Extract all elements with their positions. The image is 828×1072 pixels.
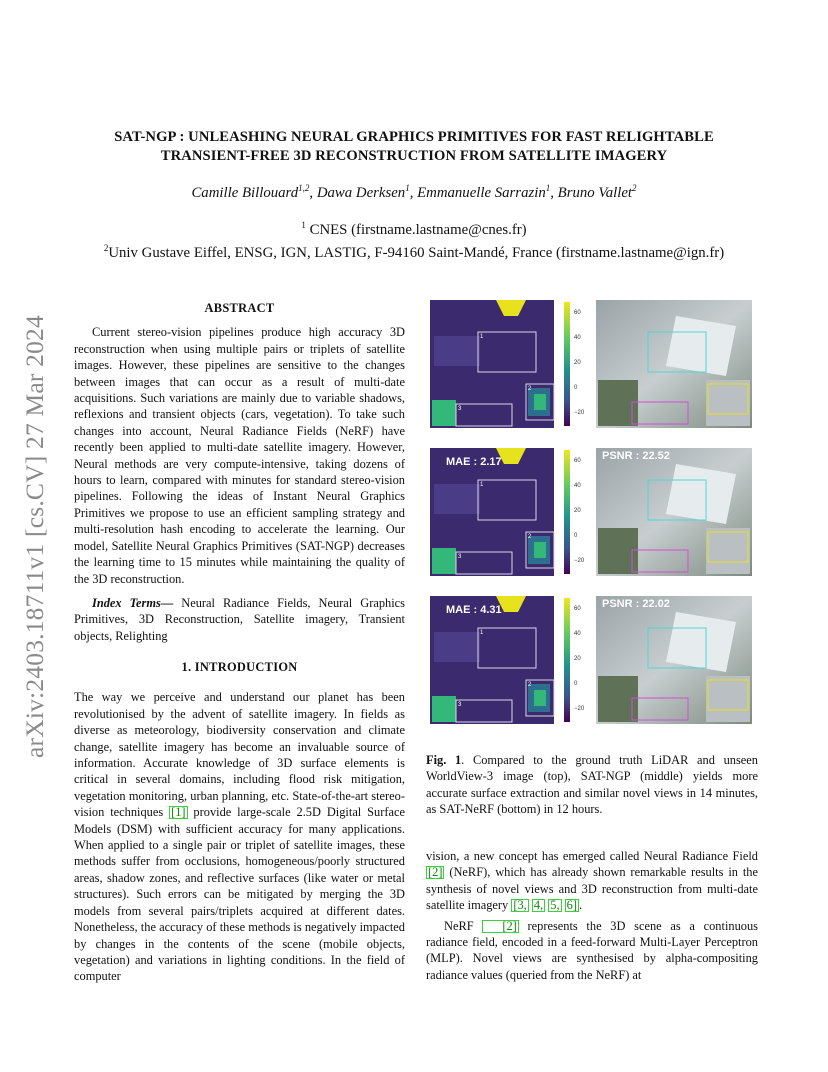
affiliation-2 xyxy=(40,245,788,262)
author-4: Bruno Vallet xyxy=(557,185,633,201)
rgb-roof xyxy=(666,464,736,524)
dsm-vegetation-core xyxy=(534,690,546,706)
affiliation-2-sup: 2 xyxy=(103,243,109,254)
citation-link-6[interactable]: 6] xyxy=(566,898,577,913)
citation-link-2b[interactable]: [2] xyxy=(482,920,518,933)
rgb-buildings xyxy=(706,380,750,426)
citation-link-5[interactable]: 5, xyxy=(550,898,560,913)
colorbar-tick: 0 xyxy=(574,385,578,391)
right-column-text xyxy=(426,848,758,983)
right-text-a: vision, a new concept has emerged called Neural Radiance Field xyxy=(426,849,758,863)
dsm-box-label: 1 xyxy=(480,482,484,488)
arxiv-sidebar xyxy=(18,288,58,758)
rgb-roof xyxy=(666,612,736,672)
introduction-heading: 1. INTRODUCTION xyxy=(181,660,298,674)
mae-label: MAE : 2.17 xyxy=(446,456,502,468)
dsm-box-label: 2 xyxy=(528,682,532,688)
colorbar xyxy=(564,450,570,574)
abstract-text: Current stereo-vision pipelines produce high accuracy 3D reconstruction when using multiple pairs or triplets of satellite images. However, these pipelines are sensitive to the changes between images that can occur as a result of multi-date acquisitions. Such variations are mainly due to variable shadows, reflexions and transient objects (cars, vegetation). To take such changes into account, Neural Radiance Fields (NeRF) have recently been applied to multi-date satellite imagery. However, Neural methods are very compute-intensive, taking dozens of hours to learn, compared with minutes for standard stereo-vision pipelines. Following the ideas of Instant Neural Graphics Primitives we propose to use an efficient sampling strategy and multi-resolution hash encoding to accelerate the learning. Our model, Satellite Neural Graphics Primitives (SAT-NGP) decreases the learning time to 15 minutes while maintaining the quality of the 3D reconstruction. xyxy=(74,325,405,586)
colorbar-tick: 60 xyxy=(574,458,581,464)
figure-row-1 xyxy=(430,300,752,428)
dsm-box-label: 1 xyxy=(480,630,484,636)
colorbar-tick: 20 xyxy=(574,508,581,514)
rgb-buildings xyxy=(706,528,750,574)
colorbar-tick: 20 xyxy=(574,656,581,662)
colorbar-tick: 40 xyxy=(574,631,581,637)
abstract-heading: ABSTRACT xyxy=(204,301,275,315)
index-terms-text: Neural Radiance Fields, Neural Graphics Primitives, 3D Reconstruction, Satellite imagery, Transient objects, Relighting xyxy=(74,595,405,643)
figure-1-image xyxy=(426,296,758,728)
dsm-box-label: 1 xyxy=(480,334,484,340)
author-list: Camille Billouard$^{1,2}$, Dawa Derksen$^1$, Emmanuelle Sarrazin$^1$, Bruno Vallet$^2$ xyxy=(191,183,637,201)
colorbar-tick: 40 xyxy=(574,483,581,489)
abstract-section xyxy=(74,300,405,644)
introduction-paragraph xyxy=(74,689,405,984)
intro-text-a: The way we perceive and understand our planet has been revolutionised by the advent of satellite imagery. In fields as diverse as meteorology, biodiversity conservation and climate change, satellite imagery has become an invaluable source of information. Accurate knowledge of 3D surface elements is critical in several domains, including flood risk mitigation, vegetation monitoring, urban planning, etc. State-of-the-art stereo-vision techniques xyxy=(74,690,405,820)
colorbar-tick: 40 xyxy=(574,335,581,341)
author-1: Camille Billouard xyxy=(191,185,299,201)
figure-1-caption-label: Fig. 1 xyxy=(426,753,462,767)
colorbar-tick: −20 xyxy=(574,558,585,564)
dsm-box-label: 3 xyxy=(458,554,462,560)
citation-link-2[interactable]: [2] xyxy=(428,865,443,880)
citation-link-1[interactable]: [1] xyxy=(171,805,186,820)
author-2-sup: 1 xyxy=(405,183,410,194)
right-text-b: (NeRF), which has already shown remarkable results in the synthesis of novel views and 3D reconstruction from multi-date satellite imagery xyxy=(426,865,758,913)
dsm-vegetation-core xyxy=(534,542,546,558)
citation-link-3[interactable]: [3, xyxy=(513,898,527,913)
index-terms-label: Index Terms— xyxy=(92,595,174,610)
right-text-d: NeRF xyxy=(444,918,483,933)
right-paragraph-1 xyxy=(426,848,758,914)
author-3-sup: 1 xyxy=(545,183,551,194)
figure-1 xyxy=(426,296,758,728)
intro-text-b: provide large-scale 2.5D Digital Surface Models (DSM) with sufficient accuracy for many applications. When applied to a single pair or triplet of satellite images, these methods suffer from occlusions, homogeneous/poorly structured areas, shadow zones, and reflective surfaces (like water or metal structures). Such errors can be mitigated by merging the 3D models from several pairs/triplets acquired at different dates. Nonetheless, the accuracy of these methods is negatively impacted by changes in the contents of the scene (mobile objects, vegetation) and variations in lighting conditions. In the field of computer xyxy=(74,805,405,984)
colorbar-tick: −20 xyxy=(574,706,585,712)
colorbar xyxy=(564,598,570,722)
author-1-sup: 1,2 xyxy=(298,183,310,194)
affiliation-1-text: CNES (firstname.lastname@cnes.fr) xyxy=(309,222,527,238)
dsm-green-area xyxy=(432,400,456,426)
rgb-roof xyxy=(666,316,736,376)
colorbar-tick: 20 xyxy=(574,360,581,366)
affiliation-2-text: Univ Gustave Eiffel, ENSG, IGN, LASTIG, F-94160 Saint-Mandé, France (firstname.lastname@ign.fr) xyxy=(108,245,725,261)
dsm-building xyxy=(434,336,480,366)
dsm-box-label: 3 xyxy=(458,406,462,412)
citation-link-4[interactable]: 4, xyxy=(533,898,544,913)
right-text-e: represents the 3D scene as a continuous radiance field, encoded in a feed-forward Multi-Layer Perceptron (MLP). Novel views are synthesised by alpha-compositing radiance values (queried from the NeRF) at xyxy=(426,918,758,982)
dsm-green-area xyxy=(432,548,456,574)
author-4-sup: 2 xyxy=(632,183,637,194)
author-3: Emmanuelle Sarrazin xyxy=(417,185,546,201)
colorbar-tick: 0 xyxy=(574,681,578,687)
psnr-label: PSNR : 22.02 xyxy=(602,598,670,610)
dsm-box-label: 2 xyxy=(528,386,532,392)
figure-1-caption-text: . Compared to the ground truth LiDAR and unseen WorldView-3 image (top), SAT-NGP (middle) yields more accurate surface extraction and similar novel views in 14 minutes, as SAT-NeRF (bottom) in 12 hours. xyxy=(426,753,758,817)
right-text-c: . xyxy=(579,898,583,913)
colorbar-tick: −20 xyxy=(574,410,585,416)
dsm-building xyxy=(434,484,480,514)
colorbar-tick: 60 xyxy=(574,310,581,316)
affiliation-1 xyxy=(60,222,768,239)
right-paragraph-2 xyxy=(426,918,758,984)
dsm-building xyxy=(434,632,480,662)
figure-1-caption xyxy=(426,752,758,818)
author-2: Dawa Derksen xyxy=(316,185,406,201)
dsm-green-area xyxy=(432,696,456,722)
rgb-buildings xyxy=(706,676,750,722)
title-line-1: SAT-NGP : UNLEASHING NEURAL GRAPHICS PRIMITIVES FOR FAST RELIGHTABLE xyxy=(114,129,714,145)
dsm-vegetation-core xyxy=(534,394,546,410)
colorbar-tick: 0 xyxy=(574,533,578,539)
arxiv-id: arXiv:2403.18711v1 [cs.CV] 27 Mar 2024 xyxy=(20,315,49,758)
affiliation-1-sup: 1 xyxy=(301,220,306,231)
index-terms xyxy=(74,595,405,644)
colorbar xyxy=(564,302,570,426)
mae-label: MAE : 4.31 xyxy=(446,604,502,616)
colorbar-tick: 60 xyxy=(574,606,581,612)
dsm-box-label: 2 xyxy=(528,534,532,540)
dsm-box-label: 3 xyxy=(458,702,462,708)
psnr-label: PSNR : 22.52 xyxy=(602,450,670,462)
paper-title xyxy=(60,128,768,166)
introduction-section xyxy=(74,659,405,985)
title-line-2: TRANSIENT-FREE 3D RECONSTRUCTION FROM SATELLITE IMAGERY xyxy=(160,148,668,164)
